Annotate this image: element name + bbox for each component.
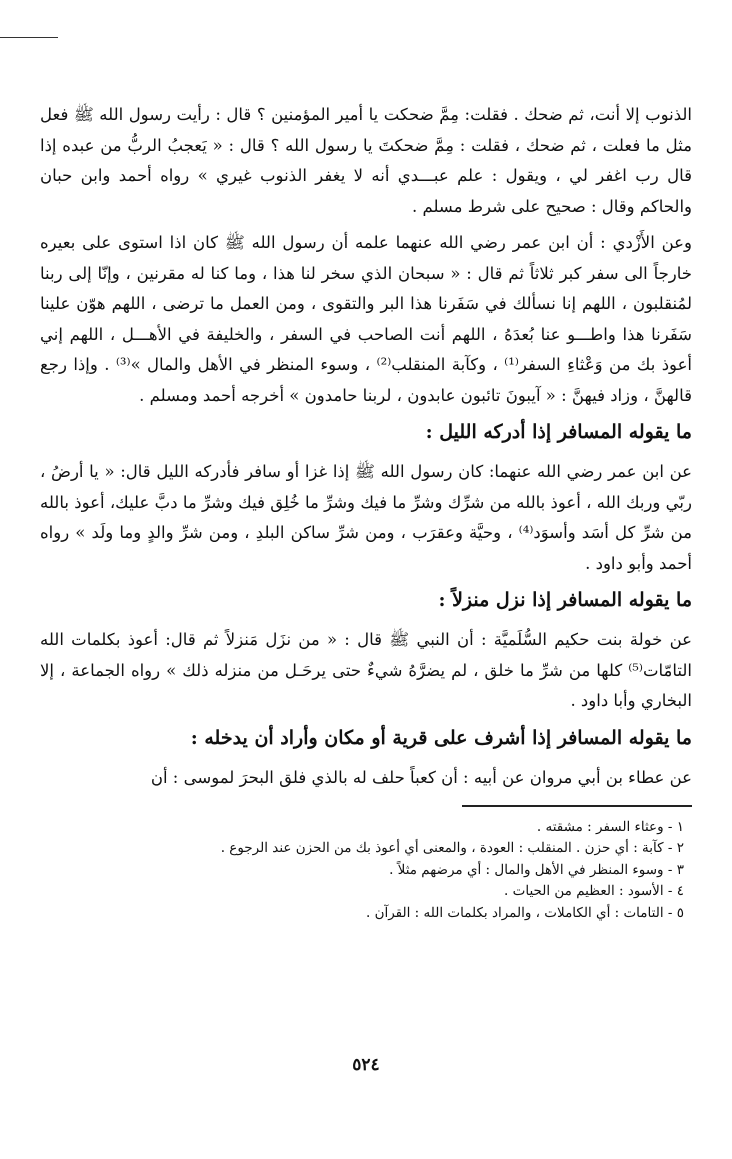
footnote: ٤ - الأسود : العظيم من الحيات . bbox=[504, 883, 684, 899]
paragraph: الذنوب إلا أنت، ثم ضحك . فقلت: مِمَّ ضحكت يا أمير المؤمنين ؟ قال : رأيت رسول الله ﷺ فعل مثل ما فعلت ، ثم ضحك ، فقلت : مِمَّ ضحكتَ يا رسول الله ؟ قال : « يَعجبُ الربُّ من عبده إذا قال رب اغفر لي ، ويقول : علم عبـــدي أنه لا يغفر الذنوب غيري » رواه أحمد وابن حبان والحاكم وقال : صحيح على شرط مسلم . bbox=[40, 105, 692, 216]
footnote: ٣ - وسوء المنظر في الأهل والمال : أي مرضهم مثلاً . bbox=[389, 861, 684, 878]
page-body bbox=[40, 100, 692, 924]
paragraph: عن خولة بنت حكيم السُّلَميَّة : أن النبي ﷺ قال : « من نزَل مَنزلاً ثم قال: أعوذ بكلمات الله التامّات⁽⁵⁾ كلها من شرِّ ما خلق ، لم يضرَّهُ شيءٌ حتى يرحَـل من منزله ذلك » رواه الجماعة ، إلا البخاري وأبا داود . bbox=[40, 630, 692, 710]
page-number: ٥٢٤ bbox=[352, 1055, 380, 1075]
footnote: ٥ - التامات : أي الكاملات ، والمراد بكلمات الله : القرآن . bbox=[365, 904, 684, 921]
footnote: ١ - وعثاء السفر : مشقته . bbox=[536, 818, 684, 835]
paragraph: عن ابن عمر رضي الله عنهما: كان رسول الله ﷺ إذا غزا أو سافر فأدركه الليل قال: « يا أرضُ ، ربّي وربك الله ، أعوذ بالله من شرِّك وشرِّ ما فيك وشرِّ ما خُلِق فيك وشرِّ ما دبَّ عليك، أعوذ بالله من شرِّ كل أسَد وأسوَد⁽⁴⁾ ، وحيَّة وعقرَب ، ومن شرِّ ساكن البلدِ ، ومن شرِّ والدٍ وما ولَد » رواه أحمد وأبو داود . bbox=[40, 462, 692, 573]
paragraph: عن عطاء بن أبي مروان عن أبيه : أن كعباً حلف له بالذي فلق البحرَ لموسى : أن bbox=[150, 767, 692, 787]
top-rule bbox=[0, 37, 58, 38]
section-heading: ما يقوله المسافر إذا أشرف على قرية أو مكان وأراد أن يدخله : bbox=[190, 726, 692, 749]
footnotes bbox=[40, 817, 692, 925]
paragraph: وعن الأَزْدي : أن ابن عمر رضي الله عنهما علمه أن رسول الله ﷺ كان اذا استوى على بعيره خارجاً الى سفر كبر ثلاثاً ثم قال : « سبحان الذي سخر لنا هذا ، وما كنا له مقرنين ، وإنّا إلى ربنا لمُنقلبون ، اللهم إنا نسألك في سَفَرنا هذا البر والتقوى ، ومن العمل ما ترضى ، اللهم هوّن علينا سَفَرنا هذا واطـــو عنا بُعدَهُ ، اللهم أنت الصاحب في السفر ، والخليفة في الأهـــل ، اللهم إني أعوذ بك من وَعْثاءِ السفر⁽¹⁾ ، وكآبة المنقلب⁽²⁾ ، وسوء المنظر في الأهل والمال »⁽³⁾ . وإذا رجع قالهنَّ ، وزاد فيهنَّ : « آيبونَ تائبون عابدون ، لربنا حامدون » أخرجه أحمد ومسلم . bbox=[40, 233, 692, 405]
section-heading: ما يقوله المسافر إذا أدركه الليل : bbox=[425, 421, 692, 443]
section-heading: ما يقوله المسافر إذا نزل منزلاً : bbox=[438, 589, 692, 611]
footnote: ٢ - كآبة : أي حزن . المنقلب : العودة ، والمعنى أي أعوذ بك من الحزن عند الرجوع . bbox=[220, 840, 684, 856]
footnote-divider bbox=[462, 805, 692, 807]
